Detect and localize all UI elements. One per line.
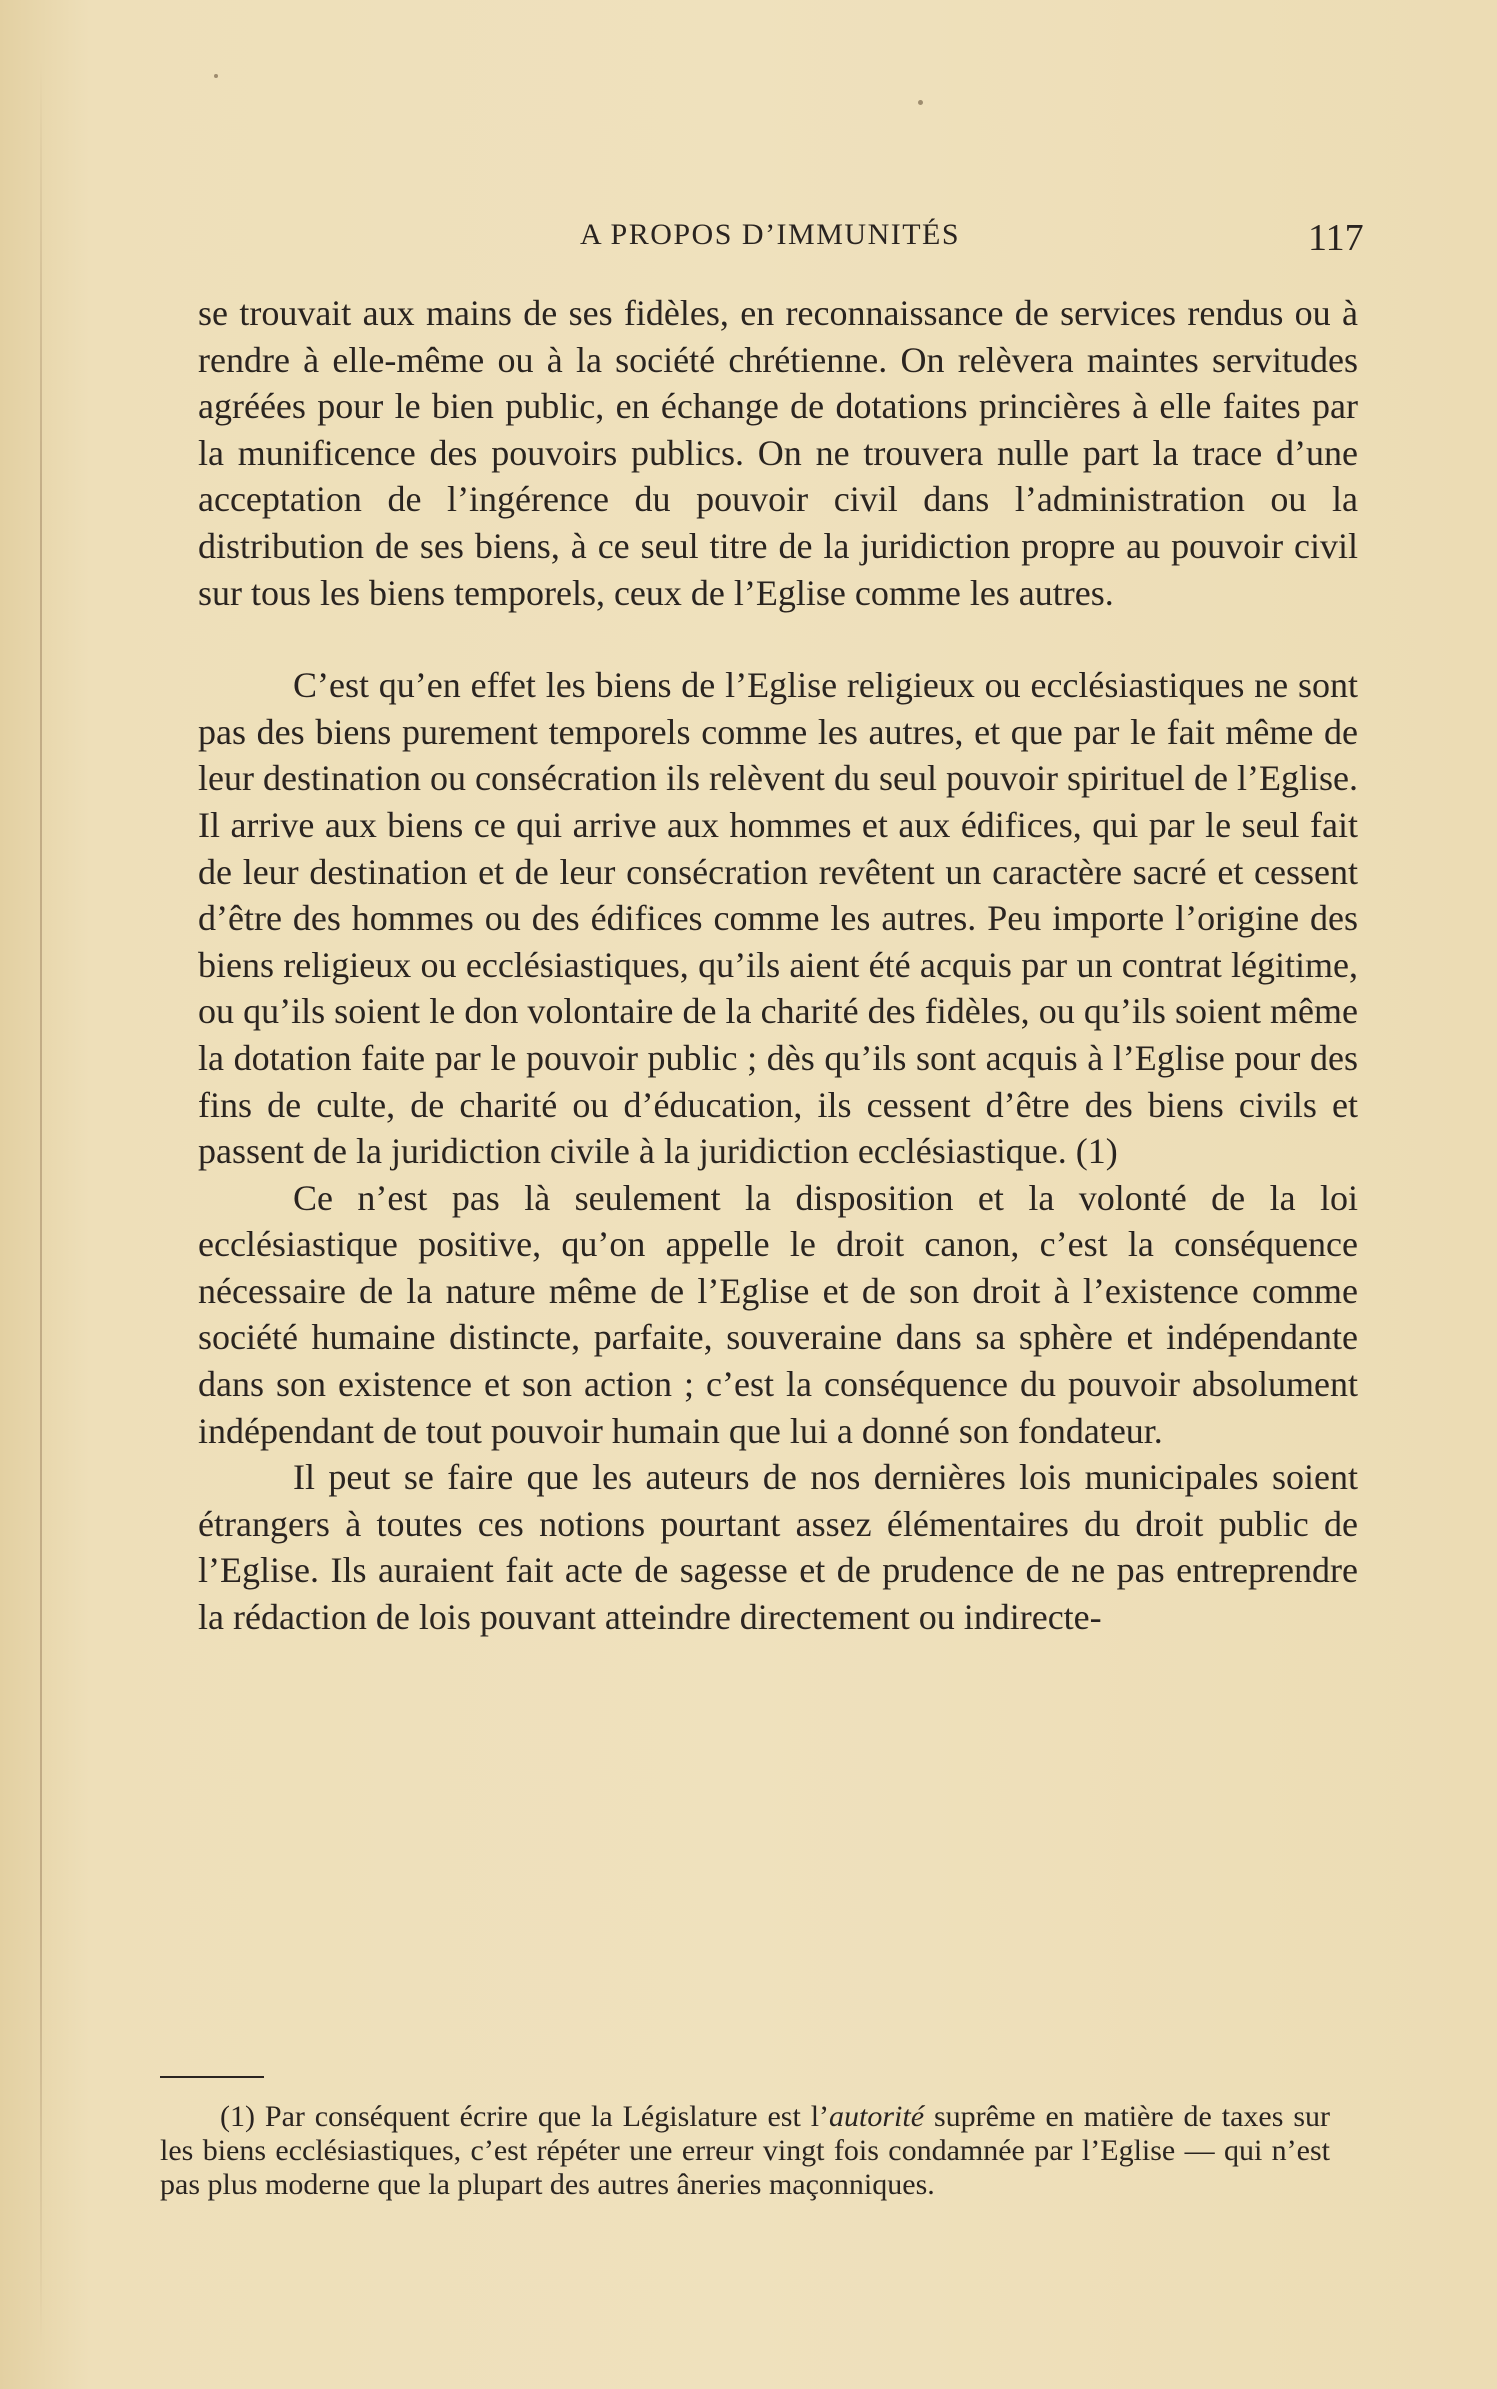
paper-speck: [214, 74, 218, 78]
paragraph-3: Ce n’est pas là seulement la disposition et la volonté de la loi ecclésiastique positive, qu’on appelle le droit canon, c’est la conséquence nécessaire de la nature même de l’Eglise et de son droit à l’existence comme société humaine distincte, parfaite, souveraine dans sa sphère et indépendante dans son existence et son action ; c’est la conséquence du pouvoir absolument indépendant de tout pouvoir humain que lui a donné son fondateur.: [198, 1177, 1358, 1451]
running-title: A PROPOS D’IMMUNITÉS: [580, 218, 961, 251]
paper-speck: [918, 100, 923, 105]
footnote-text-start: (1) Par conséquent écrire que la Législature est l’: [220, 2100, 830, 2133]
page-number: 117: [1308, 217, 1364, 259]
footnote-text-end: suprême en matière de taxes sur les biens ecclésiastiques, c’est répéter une erreur vingt fois condamnée par l’Eglise — qui n’est pas plus moderne que la plupart des autres âneries maçonniques.: [160, 2100, 1330, 2201]
paragraph-1: se trouvait aux mains de ses fidèles, en reconnaissance de services rendus ou à rendre à elle-même ou à la société chrétienne. On relèvera maintes servitudes agréées pour le bien public, en échange de dotations princières à elle faites par la munificence des pouvoirs publics. On ne trouvera nulle part la trace d’une acceptation de l’ingérence du pouvoir civil dans l’administration ou la distribution de ses biens, à ce seul titre de la juridiction propre au pouvoir civil sur tous les biens temporels, ceux de l’Eglise comme les autres.: [198, 293, 1358, 613]
paragraph-2: C’est qu’en effet les biens de l’Eglise religieux ou ecclésiastiques ne sont pas des biens purement temporels comme les autres, et que par le fait même de leur destination ou consécration ils relèvent du seul pouvoir spirituel de l’Eglise. Il arrive aux biens ce qui arrive aux hommes et aux édifices, qui par le seul fait de leur destination et de leur consécration revêtent un caractère sacré et cessent d’être des hommes ou des édifices comme les autres. Peu importe l’origine des biens religieux ou ecclésiastiques, qu’ils aient été acquis par un contrat légitime, ou qu’ils soient le don volontaire de la charité des fidèles, ou qu’ils soient même la dotation faite par le pouvoir public ; dès qu’ils sont acquis à l’Eglise pour des fins de culte, de charité ou d’éducation, ils cessent d’être des biens civils et passent de la juridiction civile à la juridiction ecclésiastique. (1): [198, 665, 1358, 1172]
binding-gutter: [40, 60, 42, 2350]
footnote: [160, 2100, 1330, 2202]
footnote-separator: [160, 2076, 264, 2078]
footnote-emphasis: autorité: [829, 2100, 925, 2133]
paragraph-4: Il peut se faire que les auteurs de nos dernières lois municipales soient étrangers à toutes ces notions pourtant assez élémentaires du droit public de l’Eglise. Ils auraient fait acte de sagesse et de prudence de ne pas entreprendre la rédaction de lois pouvant atteindre directement ou indirecte-: [198, 1457, 1358, 1638]
body-text: [198, 290, 1358, 1641]
